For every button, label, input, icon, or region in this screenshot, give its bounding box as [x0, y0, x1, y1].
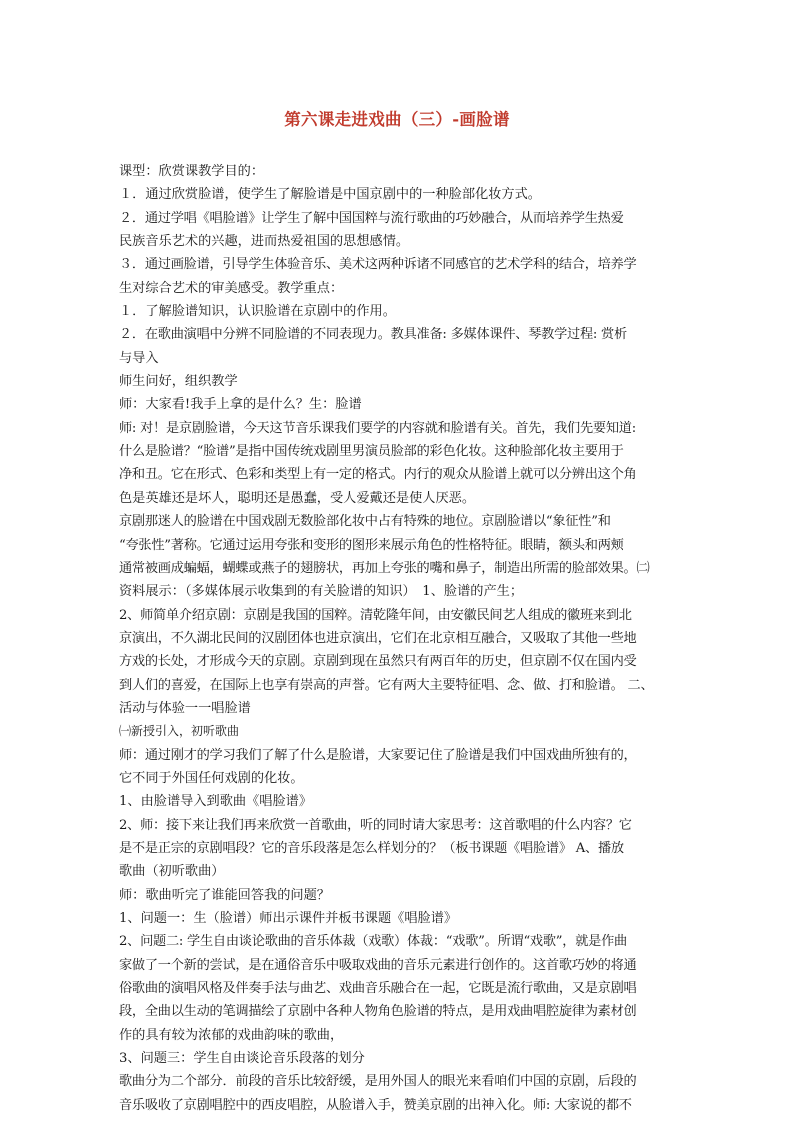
text-line: 家做了一个新的尝试，是在通俗音乐中吸取戏曲的音乐元素进行创作的。这首歌巧妙的将通 — [119, 957, 637, 973]
text-line: 什么是脸谱？“脸谱”是指中国传统戏剧里男演员脸部的彩色化妆。这种脸部化妆主要用于 — [119, 444, 624, 460]
text-line: 资料展示：（多媒体展示收集到的有关脸谱的知识） 1、脸谱的产生； — [119, 584, 523, 600]
text-line: 师：大家看!我手上拿的是什么？生：脸谱 — [119, 397, 362, 413]
document-body — [119, 160, 679, 1117]
text-line: 方戏的长处，才形成今天的京剧。京剧到现在虽然只有两百年的历史，但京剧不仅在国内受 — [119, 654, 637, 670]
text-line: 3、问题三：学生自由谈论音乐段落的划分 — [119, 1051, 365, 1067]
text-line: 净和丑。它在形式、色彩和类型上有一定的格式。内行的观众从脸谱上就可以分辨出这个角 — [119, 467, 637, 483]
text-line: 课型：欣赏课教学目的： — [119, 164, 265, 179]
text-line: 京演出，不久湖北民间的汉剧团体也进京演出，它们在北京相互融合，又吸取了其他一些地 — [119, 630, 637, 646]
text-line: １．了解脸谱知识，认识脸谱在京剧中的作用。 — [119, 304, 396, 320]
text-line: 京剧那迷人的脸谱在中国戏剧无数脸部化妆中占有特殊的地位。京剧脸谱以“象征性”和 — [119, 514, 611, 530]
text-line: 歌曲（初听歌曲） — [119, 864, 225, 880]
text-line: 段，全曲以生动的笔调描绘了京剧中各种人物角色脸谱的特点，是用戏曲唱腔旋律为素材创 — [119, 1004, 637, 1020]
text-line: 2、师简单介绍京剧：京剧是我国的国粹。清乾隆年间，由安徽民间艺人组成的徽班来到北 — [119, 607, 632, 623]
text-line: 2、师：接下来让我们再来欣赏一首歌曲，听的同时请大家思考：这首歌唱的什么内容？它 — [119, 817, 632, 833]
document-title: 第六课走进戏曲（三）-画脸谱 — [284, 110, 510, 129]
text-line: 是不是正宗的京剧唱段？它的音乐段落是怎么样划分的？（板书课题《唱脸谱》 A、播放 — [119, 840, 624, 856]
text-line: 与导入 — [119, 350, 159, 366]
text-line: 师：歌曲听完了谁能回答我的问题？ — [119, 887, 330, 903]
text-line: ２．通过学唱《唱脸谱》让学生了解中国国粹与流行歌曲的巧妙融合，从而培养学生热爱 — [119, 210, 624, 226]
text-line: 它不同于外国任何戏剧的化妆。 — [119, 770, 304, 786]
text-line: 师: 对！是京剧脸谱，今天这节音乐课我们要学的内容就和脸谱有关。首先，我们先要知道: — [119, 420, 636, 436]
text-line: 1、问题一：生（脸谱）师出示课件并板书课题《唱脸谱》 — [119, 911, 458, 926]
text-line: 师生问好，组织教学 — [119, 374, 238, 390]
text-line: 到人们的喜爱，在国际上也享有崇高的声誉。它有两大主要特征唱、念、做、打和脸谱。 二、 — [119, 677, 654, 693]
text-line: １．通过欣赏脸谱，使学生了解脸谱是中国京剧中的一种脸部化妆方式。 — [119, 187, 541, 203]
text-line: 生对综合艺术的审美感受。教学重点： — [119, 280, 344, 296]
text-line: “夸张性”著称。它通过运用夸张和变形的图形来展示角色的性格特征。眼睛，额头和两颊 — [119, 537, 624, 553]
text-line: ３．通过画脸谱，引导学生体验音乐、美术这两种诉诸不同感官的艺术学科的结合，培养学 — [119, 257, 637, 273]
text-line: 俗歌曲的演唱风格及伴奏手法与曲艺、戏曲音乐融合在一起，它既是流行歌曲，又是京剧唱 — [119, 981, 637, 997]
text-line: 1、由脸谱导入到歌曲《唱脸谱》 — [119, 794, 313, 810]
text-line: 活动与体验一一唱脸谱 — [119, 700, 251, 716]
text-line: 作的具有较为浓郁的戏曲韵味的歌曲， — [119, 1027, 344, 1043]
text-line: 音乐吸收了京剧唱腔中的西皮唱腔，从脸谱入手，赞美京剧的出神入化。师: 大家说的都不 — [119, 1097, 632, 1113]
text-line: 师：通过刚才的学习我们了解了什么是脸谱，大家要记住了脸谱是我们中国戏曲所独有的， — [119, 747, 637, 763]
text-line: ㈠新授引入，初听歌曲 — [119, 724, 240, 739]
text-line: 歌曲分为二个部分．前段的音乐比较舒缓，是用外国人的眼光来看咱们中国的京剧，后段的 — [119, 1074, 637, 1090]
text-line: ２．在歌曲演唱中分辨不同脸谱的不同表现力。教具准备: 多媒体课件、琴教学过程: 赏析 — [119, 327, 627, 343]
text-line: 通常被画成蝙蝠，蝴蝶或燕子的翅膀状，再加上夸张的嘴和鼻子，制造出所需的脸部效果。㈡ — [119, 560, 650, 576]
text-line: 民族音乐艺术的兴趣，进而热爱祖国的思想感情。 — [119, 234, 410, 250]
text-line: 2、问题二: 学生自由谈论歌曲的音乐体裁（戏歌）体裁：“戏歌”。所谓“戏歌”，就是作曲 — [119, 934, 627, 950]
text-line: 色是英雄还是坏人，聪明还是愚蠢，受人爱戴还是使人厌恶。 — [119, 490, 476, 506]
